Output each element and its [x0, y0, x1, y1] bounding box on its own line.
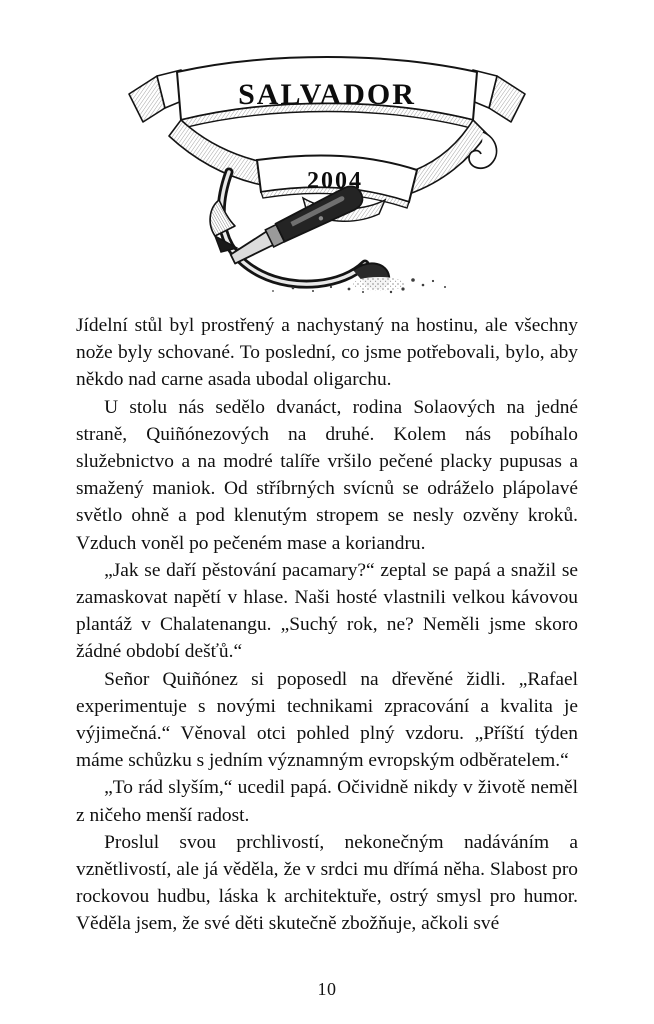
page-number: 10 — [317, 979, 337, 999]
chapter-ornament — [0, 48, 654, 294]
paragraph: Jídelní stůl byl prostřený a nachystaný na hostinu, ale všechny nože byly schované. To poslední, co jsme potřebovali, bylo, aby někdo nad carne asada ubodal oligarchu. — [76, 315, 578, 391]
ribbon-main-band — [177, 57, 477, 128]
paragraph: Proslul svou prchlivostí, nekonečným nadáváním a vznětlivostí, ale já věděla, že v srdci mu dřímá něha. Slabost pro rockovou hudbu, láska k architektuře, ostrý smysl pro humor. Věděla jsem, že své děti skutečně zbožňuje, ačkoli své — [76, 831, 578, 935]
paragraph: „Jak se daří pěstování pacamary?“ zeptal se papá a snažil se zamaskovat napětí v hlase. Naši hosté vlastnili velkou kávovou plantáž v Chalatenangu. „Suchý rok, ne? Neměli jsme skoro žádné období dešťů.“ — [76, 559, 578, 663]
ribbon-right-fold — [405, 120, 497, 194]
body-text — [76, 312, 578, 938]
paragraph: Señor Quiñónez si poposedl na dřevěné židli. „Rafael experimentuje s novými technikami zpracování a kvalita je výjimečná.“ Věnoval otci pohled plný vzdoru. „Příští týden máme schůzku s jedním významným evropským odběratelem.“ — [76, 668, 578, 772]
folding-knife — [226, 182, 366, 267]
banner-title: SALVADOR — [238, 78, 416, 111]
banner-year: 2004 — [307, 168, 363, 194]
paragraph: „To rád slyším,“ ucedil papá. Očividně nikdy v životě neměl z ničeho menší radost. — [76, 777, 578, 826]
paragraph: U stolu nás sedělo dvanáct, rodina Solaových na jedné straně, Quiñónezových na druhé. Kolem nás pobíhalo služebnictvo a na modré talíře vršilo pečené placky pupusas a smažený maniok. Od stříbrných svícnů se odráželo plápolavé světlo ohně a pod klenutým stropem se nesly ozvěny kroků. Vzduch voněl po pečeném mase a koriandru. — [76, 396, 578, 554]
